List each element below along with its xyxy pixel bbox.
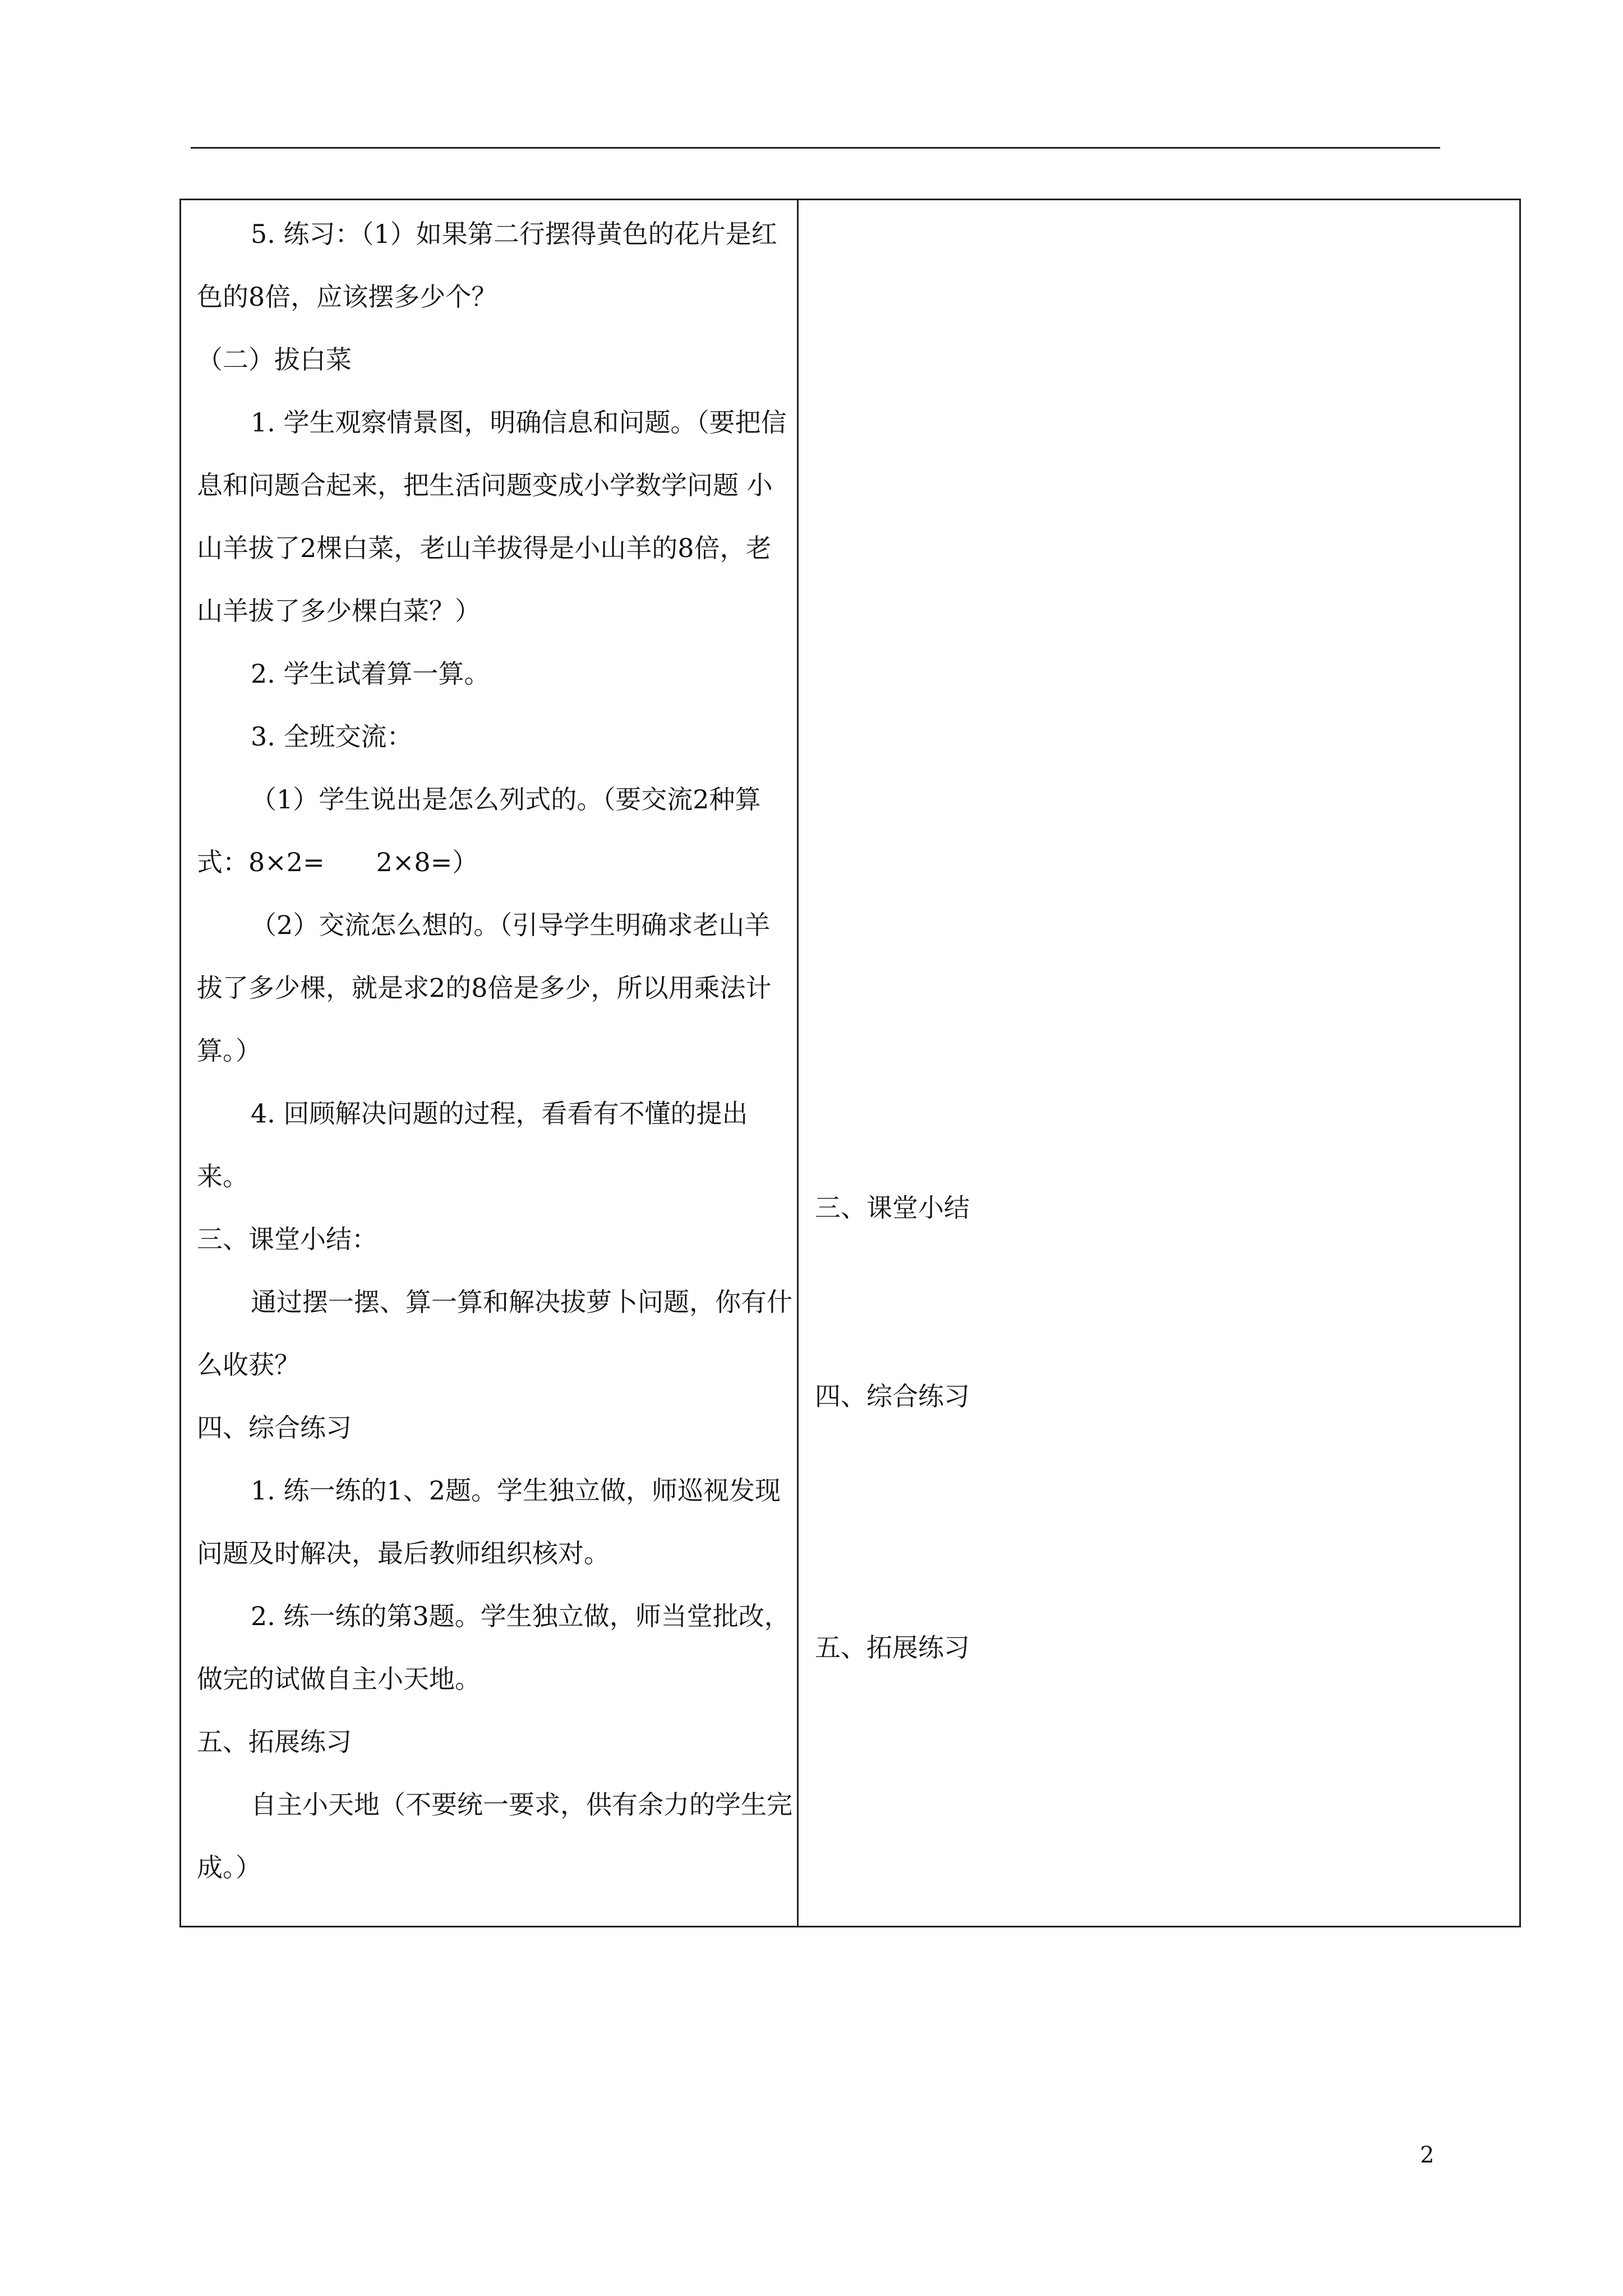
note-summary: 三、课堂小结 [815,1193,970,1223]
note-extension-practice: 五、拓展练习 [815,1632,970,1663]
section-heading-practice: 四、综合练习 [197,1412,352,1443]
paragraph-summary-question: 通过摆一摆、算一算和解决拔萝卜问题，你有什么收获？ [197,1287,792,1380]
section-heading-extension: 五、拓展练习 [197,1727,352,1757]
paragraph-extension-task: 自主小天地（不要统一要求，供有余力的学生完成。） [197,1789,792,1883]
section-heading-cabbage: （二）拔白菜 [197,344,352,375]
paragraph-list-formula: （1）学生说出是怎么列式的。（要交流2种算式：8×2= 2×8=） [197,784,761,877]
note-comprehensive-practice: 四、综合练习 [815,1381,970,1411]
paragraph-try-calculate: 2. 学生试着算一算。 [251,659,490,689]
header-rule [191,147,1440,149]
paragraph-explain-thinking: （2）交流怎么想的。（引导学生明确求老山羊拔了多少棵，就是求2的8倍是多少，所以用乘法计算。） [197,910,772,1066]
paragraph-practice-3: 2. 练一练的第3题。学生独立做，师当堂批改，做完的试做自主小天地。 [197,1601,790,1694]
paragraph-practice-5: 5. 练习：（1）如果第二行摆得黄色的花片是红色的8倍，应该摆多少个？ [197,219,777,312]
lesson-plan-table [179,199,1521,1927]
column-divider [797,200,799,1926]
section-heading-summary: 三、课堂小结： [197,1224,377,1254]
paragraph-class-discussion: 3. 全班交流： [251,721,413,752]
paragraph-observe-scene: 1. 学生观察情景图，明确信息和问题。（要把信息和问题合起来，把生活问题变成小学数学问题 小山羊拔了2棵白菜，老山羊拔得是小山羊的8倍，老山羊拔了多少棵白菜？） [197,407,787,626]
paragraph-review-process: 4. 回顾解决问题的过程，看看有不懂的提出来。 [197,1098,748,1191]
page-number: 2 [1420,2142,1435,2168]
paragraph-practice-1-2: 1. 练一练的1、2题。学生独立做，师巡视发现问题及时解决，最后教师组织核对。 [197,1475,781,1568]
